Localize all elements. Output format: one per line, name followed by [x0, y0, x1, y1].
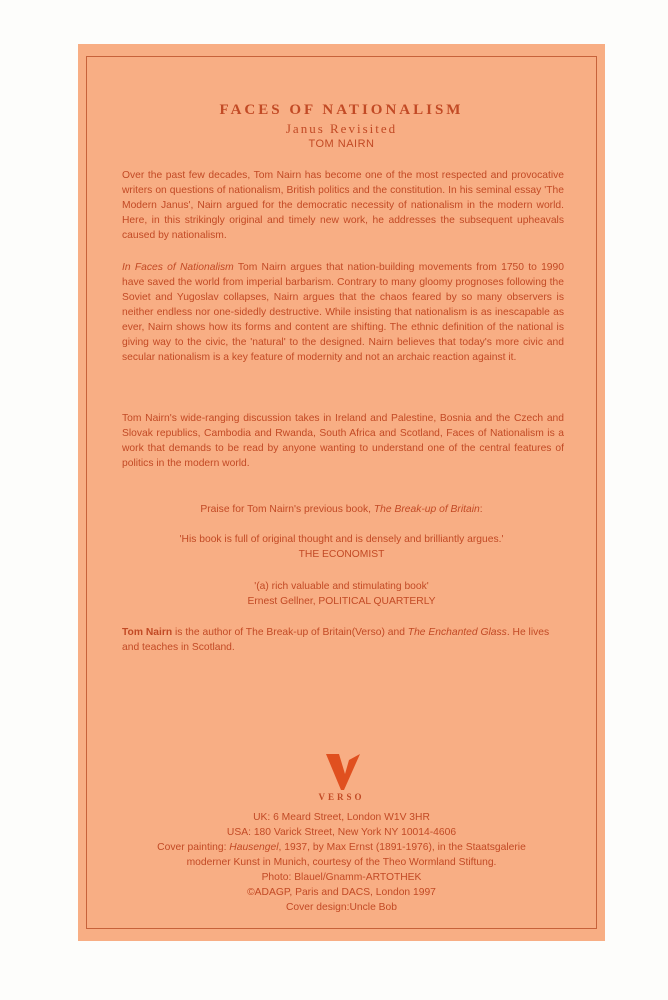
author-bio-book: The Enchanted Glass [407, 627, 507, 638]
cover-painting-credit-line-2: moderner Kunst in Munich, courtesy of the Theo Wormland Stiftung. [186, 857, 497, 868]
back-cover-panel [78, 44, 605, 941]
book-title: FACES OF NATIONALISM [219, 102, 464, 118]
praise-book-title: The Break-up of Britain [373, 504, 480, 515]
description-paragraph-2-text: Tom Nairn argues that nation-building movements from 1750 to 1990 have saved the world from imperial barbarism. Contrary to many gloomy prognoses following the Soviet and Yugoslav collapses, Nairn argues that the chaos feared by so many observers is neither endless nor one-sidedly destructive. While insisting that nationalism is as inescapable as ever, Nairn shows how its forms and content are shifting. The ethnic definition of the national is giving way to the civic, the 'natural' to the designed. Nairn believes that today's more civic and secular nationalism is a key feature of modernity and not an archaic reaction against it. [122, 262, 564, 363]
author-bio-name: Tom Nairn [122, 627, 173, 638]
book-title-italic: In Faces of Nationalism [122, 262, 234, 273]
cover-painting-credit [78, 840, 605, 855]
praise-colon: : [479, 504, 483, 515]
photo-credit: Photo: Blauel/Gnamm-ARTOTHEK [261, 872, 422, 883]
author-bio-text-2: . He lives and teaches in Scotland. [122, 627, 550, 653]
quote-1: 'His book is full of original thought and is densely and brilliantly argues.' [179, 534, 504, 545]
verso-logo-icon [326, 754, 360, 790]
description-paragraph-3: Tom Nairn's wide-ranging discussion takes in Ireland and Palestine, Bosnia and the Czech and Slovak republics, Cambodia and Rwanda, South Africa and Scotland, Faces of Nationalism is a work that demands to be read by anyone wanting to understand one of the central features of politics in the modern world. [122, 413, 564, 469]
copyright: ©ADAGP, Paris and DACS, London 1997 [247, 887, 436, 898]
address-uk: UK: 6 Meard Street, London W1V 3HR [253, 812, 430, 823]
author-bio [122, 625, 564, 655]
book-author: TOM NAIRN [308, 138, 375, 150]
book-subtitle: Janus Revisited [285, 121, 398, 136]
cover-design-credit: Cover design:Uncle Bob [285, 902, 398, 913]
cover-painting-title: Hausengel [229, 842, 279, 853]
description-paragraph-2 [122, 260, 564, 365]
quote-1-source: THE ECONOMIST [298, 549, 385, 560]
address-usa: USA: 180 Varick Street, New York NY 10014-4606 [226, 827, 457, 838]
cover-painting-prefix: Cover painting: [157, 842, 230, 853]
quote-2-source: Ernest Gellner, POLITICAL QUARTERLY [247, 596, 436, 607]
praise-intro [78, 502, 605, 517]
publisher-name: VERSO [318, 792, 365, 802]
author-bio-text-1: is the author of The Break-up of Britain(Verso) and [172, 627, 408, 638]
cover-painting-suffix: , 1937, by Max Ernst (1891-1976), in the Staatsgalerie [278, 842, 526, 853]
quote-2: '(a) rich valuable and stimulating book' [254, 581, 429, 592]
description-paragraph-1: Over the past few decades, Tom Nairn has become one of the most respected and provocative writers on questions of nationalism, British politics and the constitution. In his seminal essay 'The Modern Janus', Nairn argued for the democratic necessity of nationalism in the modern world. Here, in this strikingly original and timely new work, he addresses the subsequent upheavals caused by nationalism. [122, 170, 564, 241]
praise-intro-text: Praise for Tom Nairn's previous book, [200, 504, 374, 515]
